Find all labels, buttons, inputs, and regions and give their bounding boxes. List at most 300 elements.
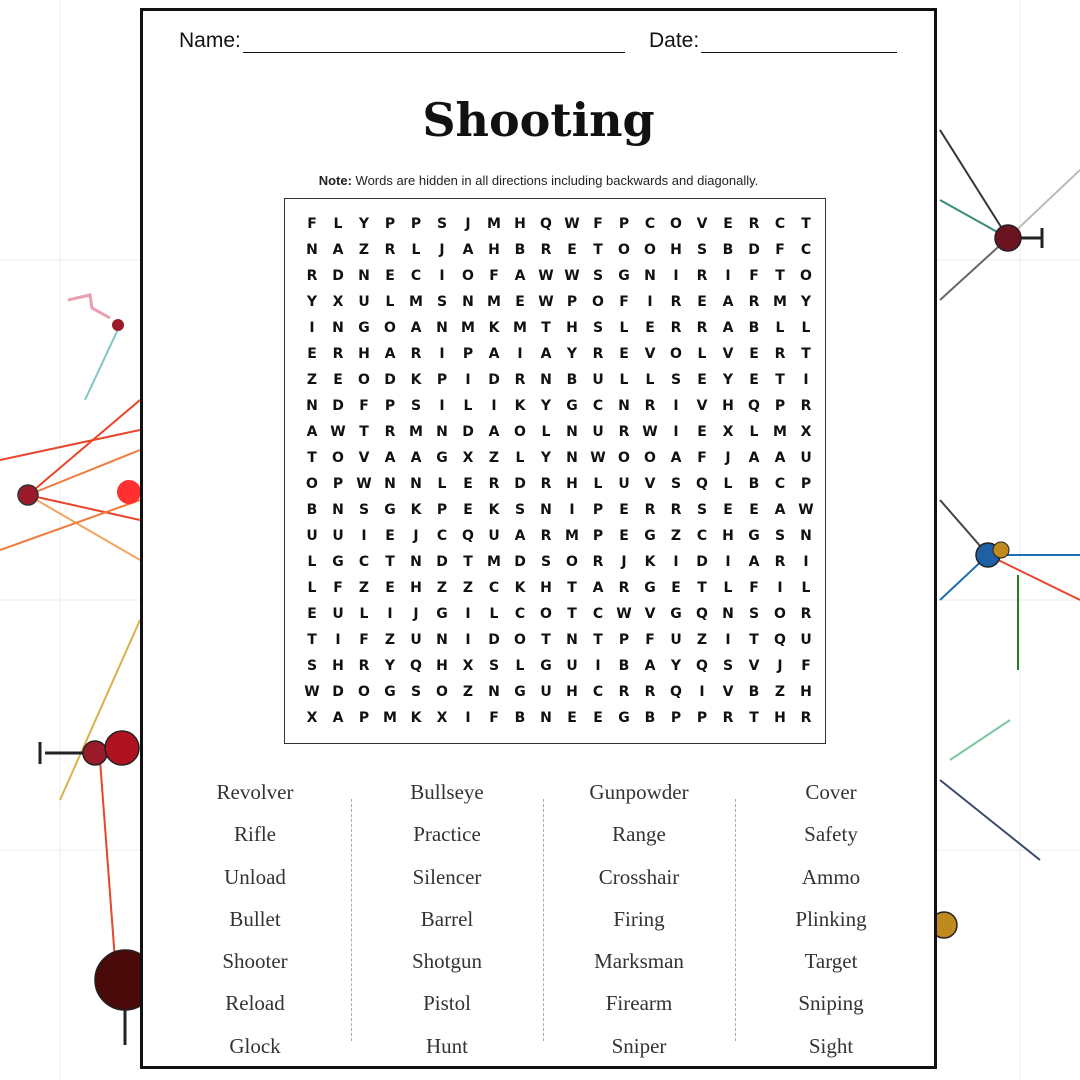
grid-letter[interactable]: D xyxy=(332,268,344,284)
grid-letter[interactable]: Z xyxy=(488,450,500,466)
grid-letter[interactable]: E xyxy=(385,268,395,284)
grid-letter[interactable]: Q xyxy=(540,216,552,232)
grid-letter[interactable]: N xyxy=(540,502,552,518)
grid-letter[interactable]: Y xyxy=(800,294,812,310)
grid-letter[interactable]: W xyxy=(642,424,658,440)
grid-letter[interactable]: K xyxy=(410,502,422,518)
grid-letter[interactable]: T xyxy=(541,320,551,336)
grid-letter[interactable]: B xyxy=(618,658,630,674)
grid-letter[interactable]: S xyxy=(436,216,448,232)
grid-letter[interactable]: O xyxy=(644,450,656,466)
grid-letter[interactable]: R xyxy=(540,528,552,544)
grid-letter[interactable]: I xyxy=(439,268,445,284)
grid-letter[interactable]: R xyxy=(540,476,552,492)
grid-letter[interactable]: R xyxy=(618,684,630,700)
grid-letter[interactable]: E xyxy=(697,372,707,388)
grid-letter[interactable]: O xyxy=(800,268,812,284)
grid-letter[interactable]: O xyxy=(774,606,786,622)
grid-letter[interactable]: I xyxy=(699,684,705,700)
grid-letter[interactable]: H xyxy=(774,710,786,726)
grid-letter[interactable]: U xyxy=(592,424,604,440)
grid-letter[interactable]: I xyxy=(517,346,523,362)
grid-letter[interactable]: W xyxy=(564,268,580,284)
grid-letter[interactable]: O xyxy=(306,476,318,492)
grid-letter[interactable]: N xyxy=(540,372,552,388)
grid-letter[interactable]: D xyxy=(488,632,500,648)
grid-letter[interactable]: W xyxy=(356,476,372,492)
grid-letter[interactable]: U xyxy=(410,632,422,648)
grid-letter[interactable]: X xyxy=(436,710,448,726)
grid-letter[interactable]: B xyxy=(748,476,760,492)
grid-letter[interactable]: M xyxy=(409,424,423,440)
grid-letter[interactable]: Z xyxy=(462,580,474,596)
grid-letter[interactable]: L xyxy=(307,554,317,570)
grid-letter[interactable]: U xyxy=(566,658,578,674)
grid-letter[interactable]: A xyxy=(514,528,526,544)
grid-letter[interactable]: S xyxy=(670,372,682,388)
grid-letter[interactable]: R xyxy=(748,294,760,310)
grid-letter[interactable]: R xyxy=(618,580,630,596)
grid-letter[interactable]: U xyxy=(592,372,604,388)
grid-letter[interactable]: I xyxy=(777,580,783,596)
grid-letter[interactable]: N xyxy=(410,554,422,570)
grid-letter[interactable]: G xyxy=(566,398,578,414)
grid-letter[interactable]: I xyxy=(673,554,679,570)
grid-letter[interactable]: U xyxy=(800,450,812,466)
grid-letter[interactable]: U xyxy=(332,606,344,622)
grid-letter[interactable]: I xyxy=(725,632,731,648)
grid-letter[interactable]: I xyxy=(673,424,679,440)
grid-letter[interactable]: I xyxy=(725,554,731,570)
grid-letter[interactable]: S xyxy=(774,528,786,544)
grid-letter[interactable]: I xyxy=(569,502,575,518)
grid-letter[interactable]: E xyxy=(307,346,317,362)
grid-letter[interactable]: S xyxy=(722,658,734,674)
grid-letter[interactable]: H xyxy=(566,476,578,492)
grid-letter[interactable]: T xyxy=(593,242,603,258)
grid-letter[interactable]: P xyxy=(332,476,344,492)
grid-letter[interactable]: E xyxy=(567,242,577,258)
grid-letter[interactable]: H xyxy=(566,320,578,336)
grid-letter[interactable]: R xyxy=(696,320,708,336)
grid-letter[interactable]: O xyxy=(592,294,604,310)
grid-letter[interactable]: S xyxy=(592,268,604,284)
grid-letter[interactable]: S xyxy=(410,684,422,700)
grid-letter[interactable]: O xyxy=(566,554,578,570)
grid-letter[interactable]: N xyxy=(566,632,578,648)
grid-letter[interactable]: M xyxy=(773,294,787,310)
grid-letter[interactable]: E xyxy=(723,216,733,232)
grid-letter[interactable]: I xyxy=(465,372,471,388)
grid-letter[interactable]: H xyxy=(514,216,526,232)
grid-letter[interactable]: N xyxy=(722,606,734,622)
grid-letter[interactable]: L xyxy=(723,476,733,492)
grid-letter[interactable]: X xyxy=(800,424,812,440)
grid-letter[interactable]: J xyxy=(777,658,783,674)
grid-letter[interactable]: R xyxy=(618,424,630,440)
grid-letter[interactable]: X xyxy=(462,658,474,674)
grid-letter[interactable]: K xyxy=(410,710,422,726)
grid-letter[interactable]: R xyxy=(696,268,708,284)
grid-letter[interactable]: I xyxy=(673,398,679,414)
grid-letter[interactable]: C xyxy=(436,528,448,544)
grid-letter[interactable]: F xyxy=(307,216,317,232)
grid-letter[interactable]: G xyxy=(358,320,370,336)
grid-letter[interactable]: B xyxy=(566,372,578,388)
grid-letter[interactable]: M xyxy=(461,320,475,336)
grid-letter[interactable]: E xyxy=(697,424,707,440)
grid-letter[interactable]: W xyxy=(538,268,554,284)
grid-letter[interactable]: Q xyxy=(774,632,786,648)
grid-letter[interactable]: H xyxy=(358,346,370,362)
grid-letter[interactable]: S xyxy=(592,320,604,336)
grid-letter[interactable]: H xyxy=(540,580,552,596)
grid-letter[interactable]: P xyxy=(592,528,604,544)
grid-letter[interactable]: I xyxy=(673,268,679,284)
grid-letter[interactable]: M xyxy=(773,424,787,440)
grid-letter[interactable]: D xyxy=(488,372,500,388)
grid-letter[interactable]: V xyxy=(644,476,656,492)
grid-letter[interactable]: S xyxy=(696,242,708,258)
grid-letter[interactable]: G xyxy=(644,580,656,596)
grid-letter[interactable]: L xyxy=(463,398,473,414)
grid-letter[interactable]: D xyxy=(332,398,344,414)
grid-letter[interactable]: P xyxy=(384,398,396,414)
grid-letter[interactable]: T xyxy=(775,372,785,388)
grid-letter[interactable]: Q xyxy=(696,606,708,622)
grid-letter[interactable]: I xyxy=(803,372,809,388)
grid-letter[interactable]: V xyxy=(358,450,370,466)
grid-letter[interactable]: V xyxy=(748,658,760,674)
grid-letter[interactable]: W xyxy=(798,502,814,518)
grid-letter[interactable]: T xyxy=(359,424,369,440)
grid-letter[interactable]: G xyxy=(748,528,760,544)
grid-letter[interactable]: L xyxy=(515,658,525,674)
grid-letter[interactable]: C xyxy=(592,684,604,700)
grid-letter[interactable]: N xyxy=(358,268,370,284)
grid-letter[interactable]: O xyxy=(514,424,526,440)
grid-letter[interactable]: O xyxy=(358,372,370,388)
grid-letter[interactable]: A xyxy=(332,242,344,258)
grid-letter[interactable]: P xyxy=(696,710,708,726)
grid-letter[interactable]: M xyxy=(487,554,501,570)
grid-letter[interactable]: T xyxy=(567,606,577,622)
grid-letter[interactable]: Q xyxy=(696,476,708,492)
grid-letter[interactable]: R xyxy=(592,554,604,570)
grid-letter[interactable]: A xyxy=(410,320,422,336)
grid-letter[interactable]: S xyxy=(488,658,500,674)
grid-letter[interactable]: E xyxy=(619,502,629,518)
grid-letter[interactable]: P xyxy=(436,502,448,518)
grid-letter[interactable]: L xyxy=(801,320,811,336)
grid-letter[interactable]: R xyxy=(670,294,682,310)
grid-letter[interactable]: C xyxy=(696,528,708,544)
grid-letter[interactable]: U xyxy=(618,476,630,492)
name-field[interactable] xyxy=(179,29,625,53)
grid-letter[interactable]: I xyxy=(439,398,445,414)
grid-letter[interactable]: F xyxy=(489,710,499,726)
grid-letter[interactable]: O xyxy=(670,346,682,362)
grid-letter[interactable]: O xyxy=(462,268,474,284)
grid-letter[interactable]: O xyxy=(436,684,448,700)
grid-letter[interactable]: N xyxy=(436,424,448,440)
grid-letter[interactable]: L xyxy=(645,372,655,388)
grid-letter[interactable]: I xyxy=(647,294,653,310)
grid-letter[interactable]: B xyxy=(306,502,318,518)
grid-letter[interactable]: D xyxy=(696,554,708,570)
grid-letter[interactable]: U xyxy=(332,528,344,544)
grid-letter[interactable]: A xyxy=(462,242,474,258)
grid-letter[interactable]: Y xyxy=(670,658,682,674)
grid-letter[interactable]: I xyxy=(335,632,341,648)
grid-letter[interactable]: S xyxy=(540,554,552,570)
grid-letter[interactable]: U xyxy=(800,632,812,648)
grid-letter[interactable]: P xyxy=(774,398,786,414)
grid-letter[interactable]: Y xyxy=(566,346,578,362)
grid-letter[interactable]: O xyxy=(618,242,630,258)
grid-letter[interactable]: L xyxy=(411,242,421,258)
grid-letter[interactable]: Q xyxy=(462,528,474,544)
grid-letter[interactable]: K xyxy=(488,320,500,336)
grid-letter[interactable]: B xyxy=(514,242,526,258)
grid-letter[interactable]: N xyxy=(618,398,630,414)
grid-letter[interactable]: E xyxy=(619,346,629,362)
grid-letter[interactable]: J xyxy=(621,554,627,570)
grid-letter[interactable]: G xyxy=(332,554,344,570)
grid-letter[interactable]: F xyxy=(801,658,811,674)
grid-letter[interactable]: N xyxy=(410,476,422,492)
grid-letter[interactable]: M xyxy=(565,528,579,544)
grid-letter[interactable]: U xyxy=(488,528,500,544)
grid-letter[interactable]: R xyxy=(644,398,656,414)
grid-letter[interactable]: I xyxy=(491,398,497,414)
grid-letter[interactable]: W xyxy=(590,450,606,466)
grid-letter[interactable]: Y xyxy=(540,398,552,414)
grid-letter[interactable]: O xyxy=(540,606,552,622)
grid-letter[interactable]: U xyxy=(540,684,552,700)
grid-letter[interactable]: I xyxy=(465,606,471,622)
grid-letter[interactable]: L xyxy=(437,476,447,492)
grid-letter[interactable]: G xyxy=(644,528,656,544)
grid-letter[interactable]: E xyxy=(515,294,525,310)
grid-letter[interactable]: D xyxy=(384,372,396,388)
grid-letter[interactable]: E xyxy=(567,710,577,726)
grid-letter[interactable]: C xyxy=(644,216,656,232)
grid-letter[interactable]: C xyxy=(488,580,500,596)
grid-letter[interactable]: X xyxy=(722,424,734,440)
grid-letter[interactable]: N xyxy=(800,528,812,544)
grid-letter[interactable]: L xyxy=(593,476,603,492)
grid-letter[interactable]: Y xyxy=(384,658,396,674)
grid-letter[interactable]: A xyxy=(540,346,552,362)
grid-letter[interactable]: E xyxy=(671,580,681,596)
grid-letter[interactable]: B xyxy=(514,710,526,726)
grid-letter[interactable]: R xyxy=(332,346,344,362)
grid-letter[interactable]: V xyxy=(696,398,708,414)
grid-letter[interactable]: S xyxy=(306,658,318,674)
grid-letter[interactable]: E xyxy=(619,528,629,544)
grid-letter[interactable]: W xyxy=(616,606,632,622)
grid-letter[interactable]: P xyxy=(566,294,578,310)
grid-letter[interactable]: E xyxy=(749,372,759,388)
grid-letter[interactable]: F xyxy=(359,632,369,648)
grid-letter[interactable]: Z xyxy=(358,580,370,596)
grid-letter[interactable]: K xyxy=(514,580,526,596)
grid-letter[interactable]: L xyxy=(385,294,395,310)
grid-letter[interactable]: L xyxy=(801,580,811,596)
grid-letter[interactable]: E xyxy=(723,502,733,518)
grid-letter[interactable]: R xyxy=(410,346,422,362)
grid-letter[interactable]: Q xyxy=(696,658,708,674)
grid-letter[interactable]: G xyxy=(384,684,396,700)
grid-letter[interactable]: S xyxy=(514,502,526,518)
grid-letter[interactable]: N xyxy=(332,320,344,336)
grid-letter[interactable]: M xyxy=(513,320,527,336)
grid-letter[interactable]: G xyxy=(436,606,448,622)
grid-letter[interactable]: O xyxy=(384,320,396,336)
grid-letter[interactable]: L xyxy=(307,580,317,596)
grid-letter[interactable]: D xyxy=(332,684,344,700)
grid-letter[interactable]: C xyxy=(514,606,526,622)
grid-letter[interactable]: G xyxy=(618,268,630,284)
grid-letter[interactable]: Y xyxy=(722,372,734,388)
grid-letter[interactable]: H xyxy=(722,528,734,544)
grid-letter[interactable]: R xyxy=(800,710,812,726)
grid-letter[interactable]: A xyxy=(670,450,682,466)
grid-letter[interactable]: E xyxy=(749,346,759,362)
grid-letter[interactable]: N xyxy=(306,242,318,258)
grid-letter[interactable]: A xyxy=(488,346,500,362)
grid-letter[interactable]: V xyxy=(644,346,656,362)
date-field[interactable] xyxy=(649,29,897,53)
grid-letter[interactable]: P xyxy=(384,216,396,232)
grid-letter[interactable]: F xyxy=(749,580,759,596)
grid-letter[interactable]: K xyxy=(514,398,526,414)
grid-letter[interactable]: F xyxy=(489,268,499,284)
grid-letter[interactable]: A xyxy=(722,294,734,310)
grid-letter[interactable]: K xyxy=(488,502,500,518)
grid-letter[interactable]: F xyxy=(619,294,629,310)
grid-letter[interactable]: E xyxy=(749,502,759,518)
grid-letter[interactable]: N xyxy=(436,632,448,648)
grid-letter[interactable]: T xyxy=(385,554,395,570)
grid-letter[interactable]: H xyxy=(722,398,734,414)
grid-letter[interactable]: A xyxy=(332,710,344,726)
grid-letter[interactable]: D xyxy=(462,424,474,440)
grid-letter[interactable]: Z xyxy=(462,684,474,700)
grid-letter[interactable]: F xyxy=(645,632,655,648)
grid-letter[interactable]: F xyxy=(593,216,603,232)
grid-letter[interactable]: R xyxy=(592,346,604,362)
grid-letter[interactable]: Q xyxy=(748,398,760,414)
grid-letter[interactable]: Z xyxy=(436,580,448,596)
grid-letter[interactable]: E xyxy=(645,320,655,336)
grid-letter[interactable]: Z xyxy=(306,372,318,388)
grid-letter[interactable]: J xyxy=(413,606,419,622)
grid-letter[interactable]: I xyxy=(595,658,601,674)
grid-letter[interactable]: V xyxy=(644,606,656,622)
grid-letter[interactable]: B xyxy=(748,320,760,336)
grid-letter[interactable]: J xyxy=(413,528,419,544)
grid-letter[interactable]: E xyxy=(385,528,395,544)
grid-letter[interactable]: I xyxy=(465,710,471,726)
grid-letter[interactable]: P xyxy=(670,710,682,726)
grid-letter[interactable]: I xyxy=(387,606,393,622)
grid-letter[interactable]: T xyxy=(697,580,707,596)
grid-letter[interactable]: D xyxy=(436,554,448,570)
grid-letter[interactable]: T xyxy=(801,216,811,232)
grid-letter[interactable]: A xyxy=(306,424,318,440)
grid-letter[interactable]: C xyxy=(410,268,422,284)
grid-letter[interactable]: Z xyxy=(774,684,786,700)
grid-letter[interactable]: M xyxy=(409,294,423,310)
grid-letter[interactable]: P xyxy=(410,216,422,232)
grid-letter[interactable]: H xyxy=(410,580,422,596)
grid-letter[interactable]: E xyxy=(333,372,343,388)
grid-letter[interactable]: Y xyxy=(540,450,552,466)
grid-letter[interactable]: I xyxy=(361,528,367,544)
grid-letter[interactable]: K xyxy=(644,554,656,570)
grid-letter[interactable]: P xyxy=(436,372,448,388)
grid-letter[interactable]: S xyxy=(748,606,760,622)
grid-letter[interactable]: G xyxy=(540,658,552,674)
grid-letter[interactable]: V xyxy=(722,346,734,362)
grid-letter[interactable]: P xyxy=(618,632,630,648)
grid-letter[interactable]: T xyxy=(567,580,577,596)
grid-letter[interactable]: A xyxy=(748,450,760,466)
grid-letter[interactable]: Z xyxy=(696,632,708,648)
grid-letter[interactable]: A xyxy=(644,658,656,674)
grid-letter[interactable]: N xyxy=(384,476,396,492)
grid-letter[interactable]: W xyxy=(538,294,554,310)
grid-letter[interactable]: A xyxy=(748,554,760,570)
grid-letter[interactable]: A xyxy=(410,450,422,466)
grid-letter[interactable]: R xyxy=(384,242,396,258)
grid-letter[interactable]: R xyxy=(644,502,656,518)
grid-letter[interactable]: K xyxy=(410,372,422,388)
grid-letter[interactable]: I xyxy=(439,346,445,362)
grid-letter[interactable]: T xyxy=(593,632,603,648)
grid-letter[interactable]: P xyxy=(618,216,630,232)
grid-letter[interactable]: W xyxy=(564,216,580,232)
grid-letter[interactable]: T xyxy=(463,554,473,570)
grid-letter[interactable]: U xyxy=(358,294,370,310)
grid-letter[interactable]: X xyxy=(306,710,318,726)
grid-letter[interactable]: F xyxy=(697,450,707,466)
grid-letter[interactable]: U xyxy=(670,632,682,648)
grid-letter[interactable]: J xyxy=(439,242,445,258)
grid-letter[interactable]: I xyxy=(465,632,471,648)
grid-letter[interactable]: R xyxy=(670,502,682,518)
grid-letter[interactable]: G xyxy=(618,710,630,726)
grid-letter[interactable]: U xyxy=(306,528,318,544)
grid-letter[interactable]: R xyxy=(514,372,526,388)
grid-letter[interactable]: Y xyxy=(358,216,370,232)
grid-letter[interactable]: N xyxy=(332,502,344,518)
grid-letter[interactable]: S xyxy=(670,476,682,492)
grid-letter[interactable]: S xyxy=(358,502,370,518)
grid-letter[interactable]: C xyxy=(774,216,786,232)
grid-letter[interactable]: R xyxy=(540,242,552,258)
grid-letter[interactable]: P xyxy=(592,502,604,518)
grid-letter[interactable]: Q xyxy=(670,684,682,700)
grid-letter[interactable]: L xyxy=(775,320,785,336)
grid-letter[interactable]: L xyxy=(541,424,551,440)
grid-letter[interactable]: M xyxy=(487,216,501,232)
grid-letter[interactable]: C xyxy=(592,606,604,622)
grid-letter[interactable]: L xyxy=(619,320,629,336)
grid-letter[interactable]: R xyxy=(384,424,396,440)
